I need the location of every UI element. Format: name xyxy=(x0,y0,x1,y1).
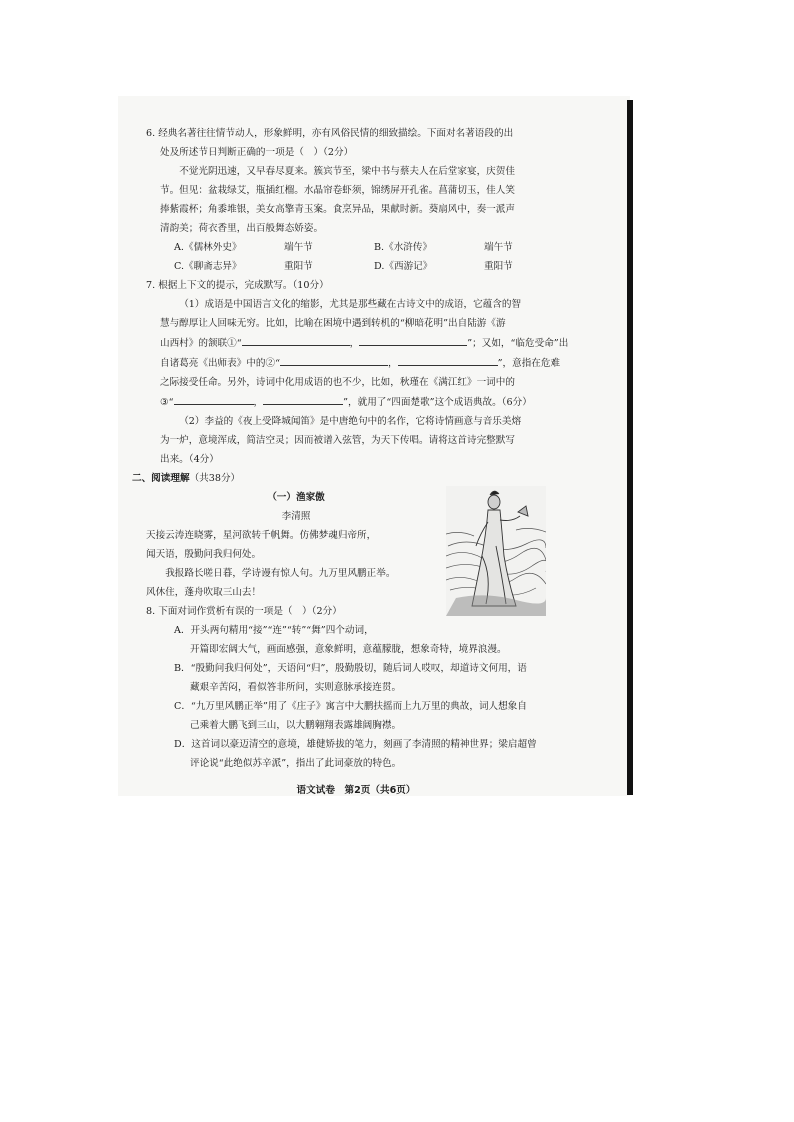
q7-part2-line-2: 为一炉，意境浑成，简洁空灵；因而被谱入弦管，为天下传唱。请将这首诗完整默写 xyxy=(160,435,515,446)
page-footer: 语文试卷 第2页（共6页） xyxy=(296,785,416,796)
q8-option-a-line-1[interactable]: A．开头两句精用“接”“连”“转”“舞”四个动词， xyxy=(174,625,374,636)
q7-part1-line-6: ③“ ， ”，就用了“四面楚歌”这个成语典故。（6分） xyxy=(146,392,614,412)
q8-option-d-line-1[interactable]: D．这首词以豪迈清空的意境，雄健矫拔的笔力，刻画了李清照的精神世界；梁启超曾 xyxy=(174,739,537,750)
q6-passage-line-3: 捧紫霞杯；角黍堆银，美女高擎青玉案。食烹异品，果献时新。葵扇风中，奏一派声 xyxy=(160,204,515,215)
q7-stem: 7. 根据上下文的提示，完成默写。（10分） xyxy=(146,280,329,291)
q7-part2-line-1: （2）李益的《夜上受降城闻笛》是中唐绝句中的名作，它将诗情画意与音乐美熔 xyxy=(179,416,522,427)
poem-line-3: 我报路长嗟日暮，学诗谩有惊人句。九万里风鹏正举。 xyxy=(165,568,396,579)
q8-option-a-line-2: 开篇即宏阔大气，画面感强，意象鲜明，意蕴朦胧，想象奇特，境界浪漫。 xyxy=(190,644,507,655)
q6-option-d[interactable]: D.《西游记》 重阳节 xyxy=(374,261,513,272)
poem-title: （一）渔家傲 xyxy=(267,492,325,503)
scan-shadow-edge xyxy=(627,100,633,795)
q7-part1-line-2: 慧与醇厚让人回味无穷。比如，比喻在困境中遇到转机的“柳暗花明”出自陆游《游 xyxy=(160,318,506,329)
answer-blank-2b[interactable] xyxy=(398,353,498,366)
poem-line-4: 风休住，蓬舟吹取三山去！ xyxy=(146,587,262,598)
q6-passage-line-1: 不觉光阴迅速，又早春尽夏来。簇宾节至，梁中书与蔡夫人在后堂家宴，庆贺佳 xyxy=(179,166,515,177)
q6-options xyxy=(146,238,614,276)
q8-option-c-line-2: 己乘着大鹏飞到三山，以大鹏翱翔表露雄阔胸襟。 xyxy=(190,720,402,731)
q6-option-b[interactable]: B.《水浒传》 端午节 xyxy=(374,242,513,253)
q6-stem-line-2: 处及所述节日判断正确的一项是（ ）（2分） xyxy=(160,147,354,158)
answer-blank-1b[interactable] xyxy=(359,333,467,346)
q8-stem: 8. 下面对词作赏析有误的一项是（ ）（2分） xyxy=(146,606,342,617)
q8-option-b-line-1[interactable]: B．“殷勤问我归何处”，天语问“归”，殷勤殷切，随后词人哎叹，却道诗文何用，语 xyxy=(174,663,527,674)
q7-part1-line-3: 山西村》的颔联①“ ， ”；又如，“临危受命”出 xyxy=(146,333,614,353)
answer-blank-3b[interactable] xyxy=(263,392,343,405)
poem-line-2: 闻天语，殷勤问我归何处。 xyxy=(146,549,262,560)
q8-option-c-line-1[interactable]: C．“九万里风鹏正举”用了《庄子》寓言中大鹏扶摇而上九万里的典故，词人想象自 xyxy=(174,701,527,712)
q7-part1-line-5: 之际接受任命。另外，诗词中化用成语的也不少，比如，秋瑾在《满江红》一词中的 xyxy=(160,377,515,388)
answer-blank-2a[interactable] xyxy=(280,353,388,366)
answer-blank-3a[interactable] xyxy=(174,392,254,405)
section-2-heading: 二、阅读理解（共38分） xyxy=(132,473,241,484)
q6-passage-line-4: 清韵美；荷衣香里，出百般舞态娇姿。 xyxy=(160,223,324,234)
q7-part2-line-3: 出来。（4分） xyxy=(160,454,219,465)
q8-option-d-line-2: 评论说“此绝似苏辛派”，指出了此词豪放的特色。 xyxy=(190,758,402,769)
answer-blank-1a[interactable] xyxy=(242,333,350,346)
q6-stem-line-1: 6. 经典名著往往情节动人，形象鲜明，亦有风俗民情的细致描绘。下面对名著语段的出 xyxy=(146,128,514,139)
q7-part1-line-4: 自诸葛亮《出师表》中的②“ ， ”，意指在危难 xyxy=(146,353,614,373)
q7-part1-line-1: （1）成语是中国语言文化的缩影，尤其是那些藏在古诗文中的成语，它蕴含的智 xyxy=(179,299,522,310)
poem-line-1: 天接云涛连晓雾，星河欲转千帆舞。仿佛梦魂归帝所， xyxy=(146,530,377,541)
poem-body xyxy=(146,526,446,602)
exam-page xyxy=(132,124,614,800)
poet-illustration xyxy=(446,486,546,616)
poem-author: 李清照 xyxy=(281,511,311,522)
q6-option-a[interactable]: A.《儒林外史》 端午节 xyxy=(174,242,313,253)
q8-option-b-line-2: 藏艰辛苦闷，看似答非所问，实则意脉承接连贯。 xyxy=(190,682,402,693)
q6-option-c[interactable]: C.《聊斋志异》 重阳节 xyxy=(174,261,313,272)
q6-passage-line-2: 节。但见：盆栽绿艾，瓶插红榴。水晶帘卷虾须，锦绣屏开孔雀。菖蒲切玉，佳人笑 xyxy=(160,185,515,196)
